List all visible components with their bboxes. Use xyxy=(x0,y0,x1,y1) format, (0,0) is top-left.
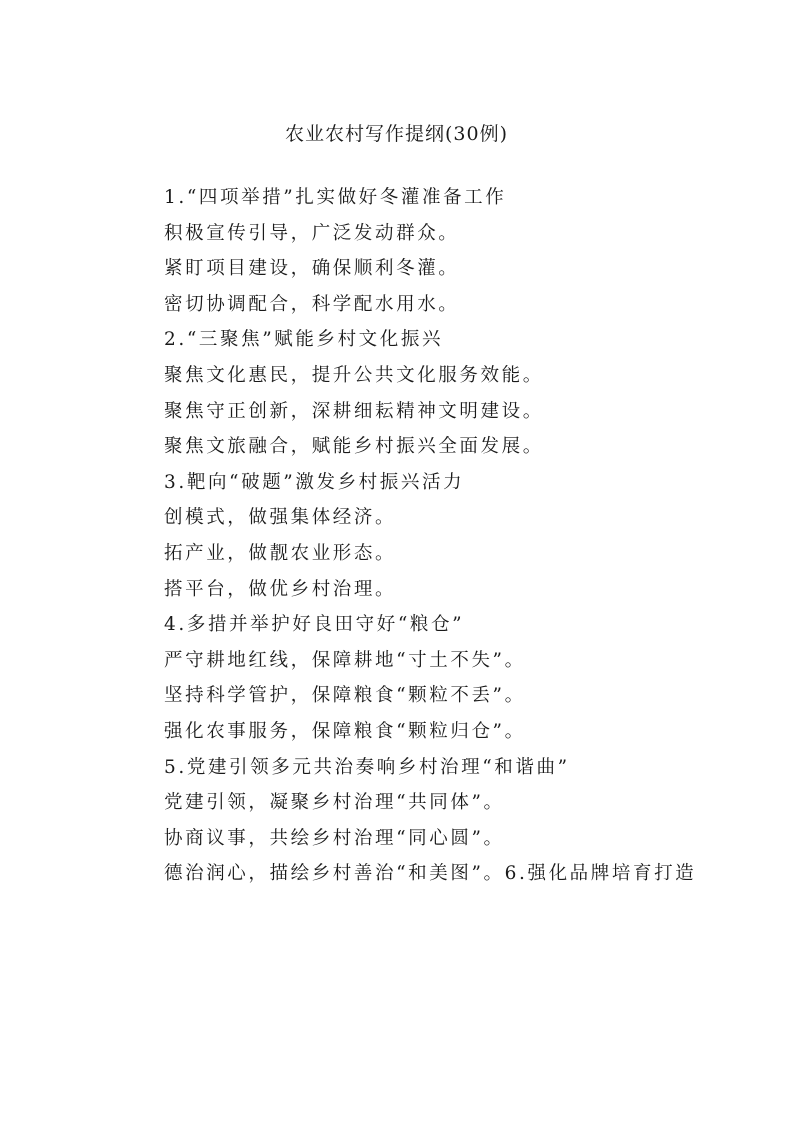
body-line: 聚焦文旅融合，赋能乡村振兴全面发展。 xyxy=(164,436,544,458)
body-line: 密切协调配合，科学配水用水。 xyxy=(164,293,460,315)
body-line: 德治润心，描绘乡村善治“和美图”。6.强化品牌培育打造 xyxy=(164,863,697,885)
body-line: 紧盯项目建设，确保顺利冬灌。 xyxy=(164,258,460,280)
body-line: 党建引领，凝聚乡村治理“共同体”。 xyxy=(164,792,505,814)
document-title: 农业农村写作提纲(30例) xyxy=(284,123,508,145)
body-line: 协商议事，共绘乡村治理“同心圆”。 xyxy=(164,827,505,849)
body-line: 创模式，做强集体经济。 xyxy=(164,507,397,529)
body-line: 积极宣传引导，广泛发动群众。 xyxy=(164,222,460,244)
heading-3: 3.靶向“破题”激发乡村振兴活力 xyxy=(164,471,465,493)
heading-4: 4.多措并举护好良田守好“粮仓” xyxy=(164,614,465,636)
heading-1: 1.“四项举措”扎实做好冬灌准备工作 xyxy=(164,187,507,208)
body-line: 搭平台，做优乡村治理。 xyxy=(164,578,397,600)
body-line: 坚持科学管护，保障粮食“颗粒不丢”。 xyxy=(164,685,526,707)
heading-2: 2.“三聚焦”赋能乡村文化振兴 xyxy=(164,329,444,351)
body-line: 聚焦守正创新，深耕细耘精神文明建设。 xyxy=(164,400,544,422)
body-line: 严守耕地红线，保障耕地“寸土不失”。 xyxy=(164,649,526,671)
body-line: 拓产业，做靓农业形态。 xyxy=(164,542,397,564)
heading-5: 5.党建引领多元共治奏响乡村治理“和谐曲” xyxy=(164,756,570,778)
body-line: 强化农事服务，保障粮食“颗粒归仓”。 xyxy=(164,720,526,742)
body-line: 聚焦文化惠民，提升公共文化服务效能。 xyxy=(164,364,544,386)
document-body xyxy=(164,180,764,892)
